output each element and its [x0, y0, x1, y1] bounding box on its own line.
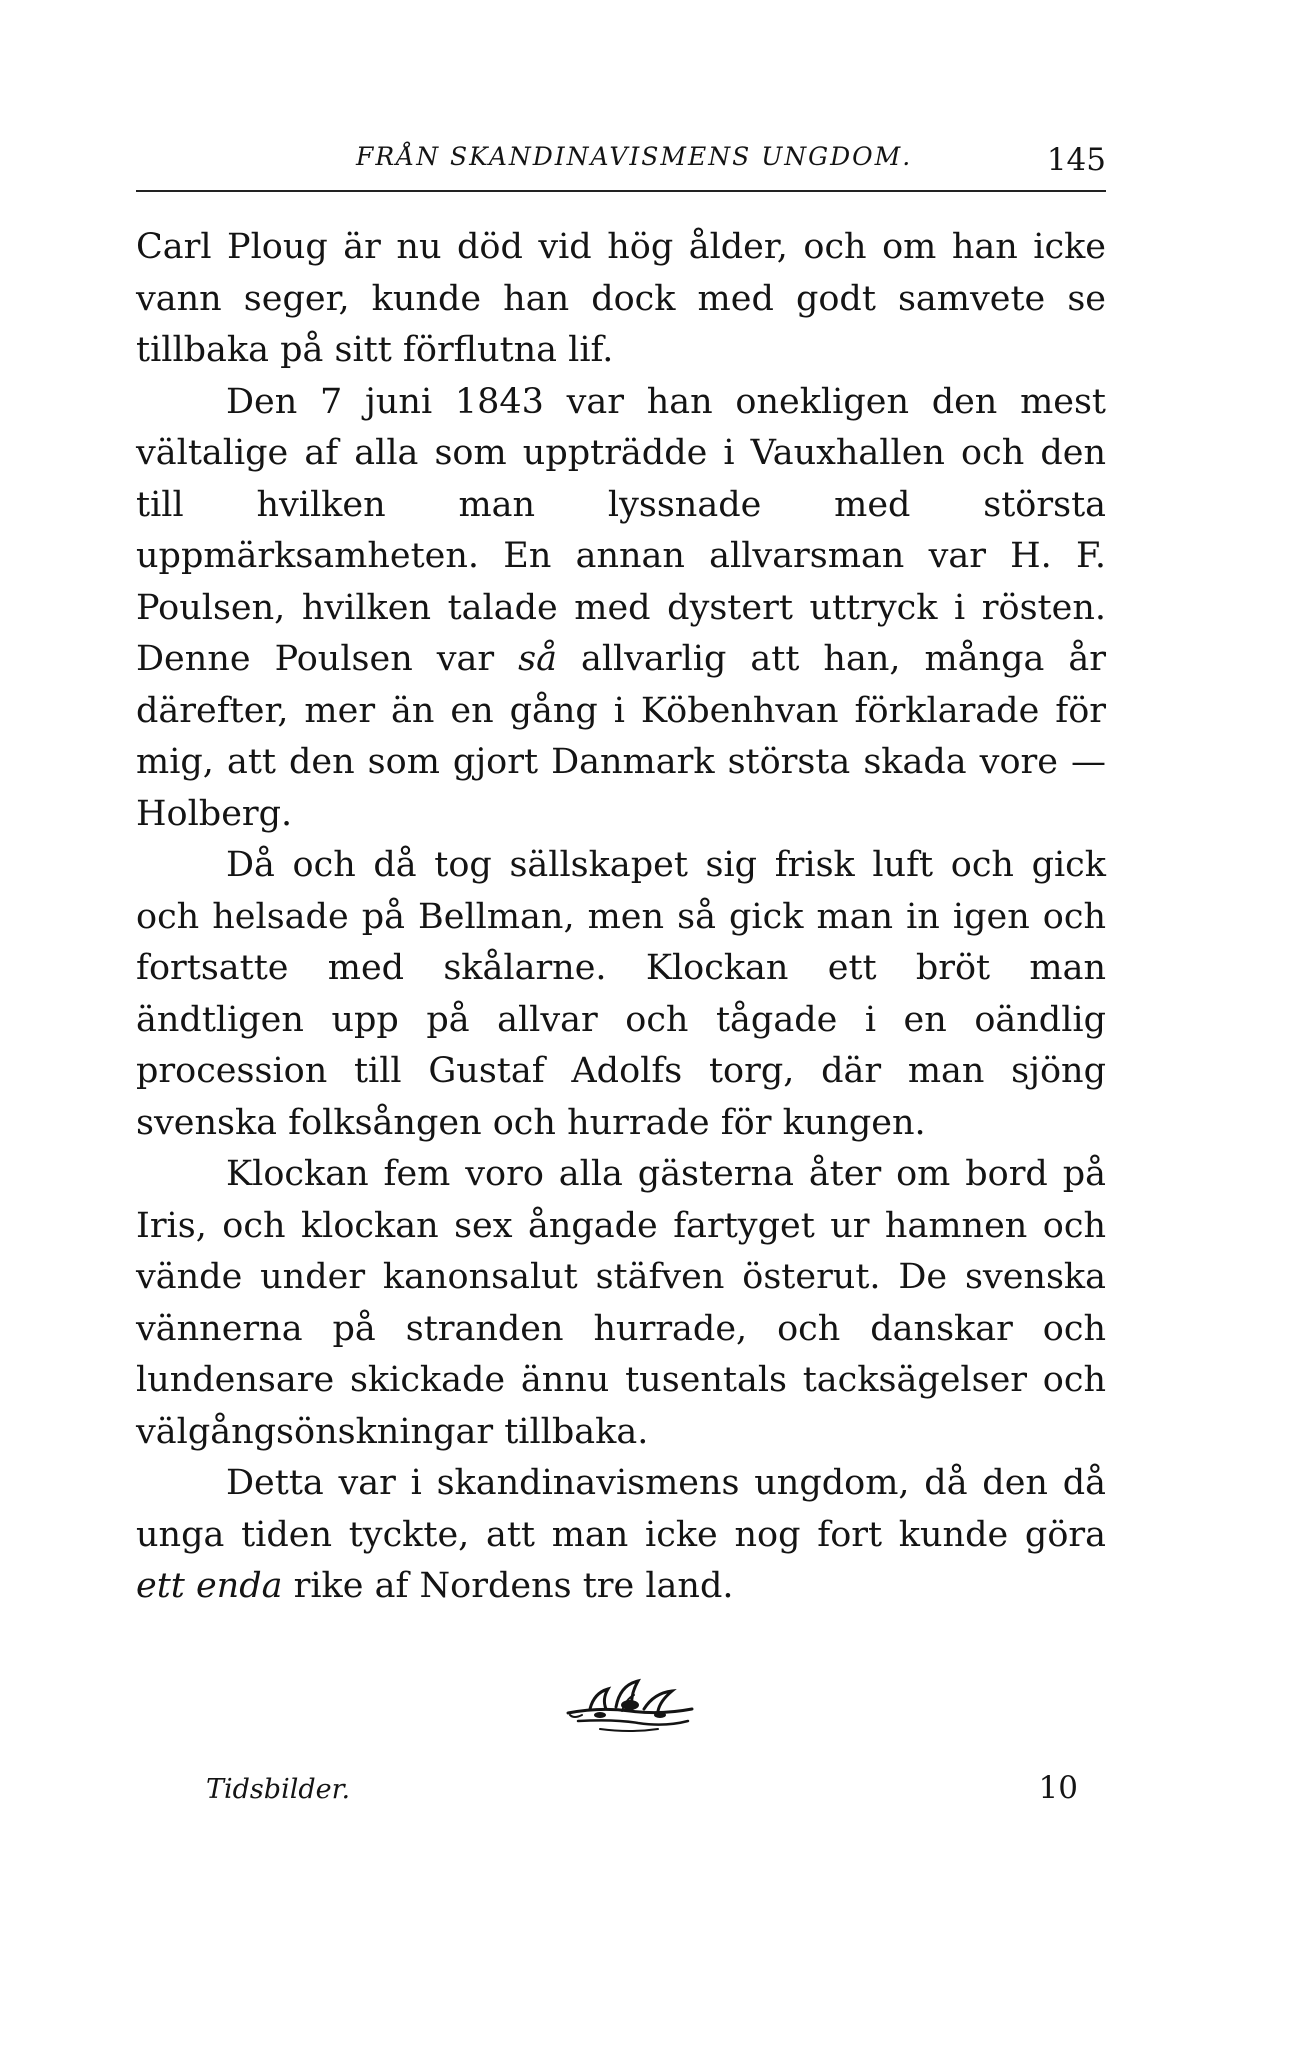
text-span: Den 7 juni 1843 var han onekligen den mest vältalige af alla som uppträdde i Vauxhallen och den till hvilken man lyssnade med största uppmärksamheten. En annan allvarsman var H. F. Poulsen, hvilken talade med dystert uttryck i rösten. Denne Poulsen var: [136, 381, 1106, 679]
paragraph: [136, 1149, 1106, 1458]
header-rule: [136, 190, 1106, 192]
text-span: Detta var i skandinavismens ungdom, då den då unga tiden tyckte, att man icke nog fort kunde göra: [136, 1463, 1106, 1555]
paragraph: [136, 1458, 1106, 1613]
paragraph: [136, 377, 1106, 841]
italic-emphasis: ett enda: [136, 1566, 283, 1606]
text-span: rike af Nordens tre land.: [282, 1566, 734, 1606]
text-span: Klockan fem voro alla gästerna åter om bord på Iris, och klockan sex ångade fartyget ur hamnen och vände under kanonsalut stäfven österut. De svenska vännerna på stranden hurrade, och danskar och lundensare skickade ännu tusentals tacksägelser och välgångsönskningar tillbaka.: [136, 1154, 1106, 1452]
fleuron-ornament-icon: [560, 1675, 700, 1740]
footer-book-title: Tidsbilder.: [206, 1774, 351, 1805]
page-number: 145: [1046, 142, 1106, 178]
running-title: FRÅN SKANDINAVISMENS UNGDOM.: [356, 142, 913, 171]
paragraph: [136, 222, 1106, 377]
body-text: [136, 222, 1106, 1613]
italic-emphasis: så: [518, 639, 557, 679]
page-header: [136, 136, 1106, 186]
footer-signature-mark: 10: [1038, 1770, 1078, 1806]
paragraph: [136, 840, 1106, 1149]
text-span: Carl Ploug är nu död vid hög ålder, och om han icke vann seger, kunde han dock med godt samvete se tillbaka på sitt förflutna lif.: [136, 227, 1106, 370]
text-span: Då och då tog sällskapet sig frisk luft och gick och helsade på Bellman, men så gick man in igen och fortsatte med skålarne. Klockan ett bröt man ändtligen upp på allvar och tågade i en oändlig procession till Gustaf Adolfs torg, där man sjöng svenska folksången och hurrade för kungen.: [136, 845, 1106, 1143]
text-span: allvarlig att han, många år därefter, mer än en gång i Köbenhvan förklarade för mig, att den som gjort Danmark största skada vore — Holberg.: [136, 639, 1106, 834]
